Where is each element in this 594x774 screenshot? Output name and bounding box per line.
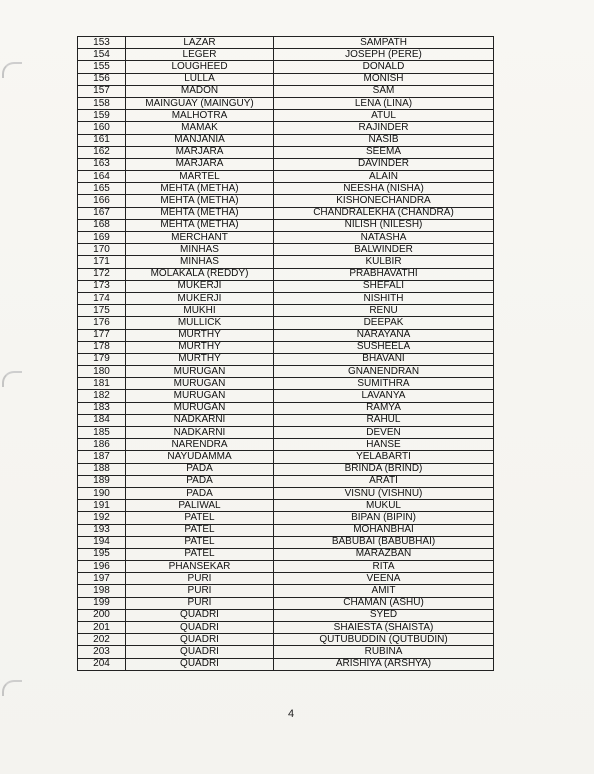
table-row [78,609,494,621]
hole-punch-mark [2,371,22,387]
table-row [78,366,494,378]
given-name-cell: RAMYA [274,402,494,414]
table-row [78,134,494,146]
hole-punch-mark [2,680,22,696]
surname-cell: MURUGAN [126,390,274,402]
surname-cell: MARJARA [126,158,274,170]
surname-cell: PADA [126,475,274,487]
given-name-cell: CHAMAN (ASHU) [274,597,494,609]
surname-cell: MAMAK [126,122,274,134]
table-row [78,475,494,487]
surname-cell: LULLA [126,73,274,85]
given-name-cell: GNANENDRAN [274,366,494,378]
table-row [78,122,494,134]
row-number-cell: 182 [78,390,126,402]
surname-cell: MAINGUAY (MAINGUY) [126,97,274,109]
names-table [77,36,494,671]
given-name-cell: SAMPATH [274,37,494,49]
row-number-cell: 185 [78,427,126,439]
table-row [78,146,494,158]
row-number-cell: 193 [78,524,126,536]
table-row [78,244,494,256]
given-name-cell: BRINDA (BRIND) [274,463,494,475]
given-name-cell: PRABHAVATHI [274,268,494,280]
table-row [78,536,494,548]
row-number-cell: 155 [78,61,126,73]
table-row [78,280,494,292]
surname-cell: LOUGHEED [126,61,274,73]
given-name-cell: MUKUL [274,500,494,512]
surname-cell: PATEL [126,536,274,548]
given-name-cell: SHAIESTA (SHAISTA) [274,622,494,634]
surname-cell: MURTHY [126,341,274,353]
table-row [78,268,494,280]
row-number-cell: 201 [78,622,126,634]
given-name-cell: BALWINDER [274,244,494,256]
given-name-cell: RAJINDER [274,122,494,134]
surname-cell: MULLICK [126,317,274,329]
surname-cell: PATEL [126,548,274,560]
row-number-cell: 167 [78,207,126,219]
given-name-cell: ARISHIYA (ARSHYA) [274,658,494,670]
table-row [78,439,494,451]
row-number-cell: 199 [78,597,126,609]
given-name-cell: LENA (LINA) [274,97,494,109]
page-number: 4 [288,708,295,720]
given-name-cell: ALAIN [274,171,494,183]
row-number-cell: 169 [78,232,126,244]
given-name-cell: RUBINA [274,646,494,658]
given-name-cell: JOSEPH (PERE) [274,49,494,61]
surname-cell: MURUGAN [126,402,274,414]
given-name-cell: AMIT [274,585,494,597]
surname-cell: MURUGAN [126,378,274,390]
table-row [78,500,494,512]
row-number-cell: 204 [78,658,126,670]
surname-cell: NAYUDAMMA [126,451,274,463]
given-name-cell: CHANDRALEKHA (CHANDRA) [274,207,494,219]
surname-cell: NADKARNI [126,427,274,439]
given-name-cell: BIPAN (BIPIN) [274,512,494,524]
row-number-cell: 197 [78,573,126,585]
surname-cell: MERCHANT [126,232,274,244]
row-number-cell: 187 [78,451,126,463]
table-row [78,622,494,634]
given-name-cell: BABUBAI (BABUBHAI) [274,536,494,548]
row-number-cell: 188 [78,463,126,475]
row-number-cell: 196 [78,561,126,573]
surname-cell: QUADRI [126,634,274,646]
surname-cell: MURTHY [126,353,274,365]
table-row [78,329,494,341]
given-name-cell: SAM [274,85,494,97]
surname-cell: PADA [126,487,274,499]
row-number-cell: 174 [78,292,126,304]
given-name-cell: QUTUBUDDIN (QUTBUDIN) [274,634,494,646]
surname-cell: MINHAS [126,256,274,268]
surname-cell: NARENDRA [126,439,274,451]
table-row [78,634,494,646]
table-row [78,548,494,560]
table-row [78,658,494,670]
surname-cell: PURI [126,573,274,585]
surname-cell: QUADRI [126,658,274,670]
surname-cell: QUADRI [126,622,274,634]
table-row [78,451,494,463]
given-name-cell: MOHANBHAI [274,524,494,536]
row-number-cell: 194 [78,536,126,548]
row-number-cell: 164 [78,171,126,183]
table-row [78,305,494,317]
table-row [78,341,494,353]
given-name-cell: ATUL [274,110,494,122]
table-row [78,37,494,49]
given-name-cell: RITA [274,561,494,573]
table-row [78,353,494,365]
row-number-cell: 165 [78,183,126,195]
surname-cell: MEHTA (METHA) [126,183,274,195]
given-name-cell: DAVINDER [274,158,494,170]
row-number-cell: 198 [78,585,126,597]
row-number-cell: 170 [78,244,126,256]
table-row [78,49,494,61]
surname-cell: QUADRI [126,609,274,621]
surname-cell: PHANSEKAR [126,561,274,573]
given-name-cell: RAHUL [274,414,494,426]
surname-cell: NADKARNI [126,414,274,426]
table-row [78,573,494,585]
table-row [78,390,494,402]
row-number-cell: 190 [78,487,126,499]
table-row [78,183,494,195]
row-number-cell: 189 [78,475,126,487]
table-row [78,414,494,426]
surname-cell: MALHOTRA [126,110,274,122]
surname-cell: MEHTA (METHA) [126,195,274,207]
table-row [78,207,494,219]
given-name-cell: NISHITH [274,292,494,304]
row-number-cell: 157 [78,85,126,97]
table-row [78,378,494,390]
surname-cell: MURTHY [126,329,274,341]
surname-cell: MADON [126,85,274,97]
given-name-cell: SUMITHRA [274,378,494,390]
table-row [78,317,494,329]
row-number-cell: 186 [78,439,126,451]
table-row [78,597,494,609]
names-table-body [78,37,494,671]
table-row [78,463,494,475]
given-name-cell: NILISH (NILESH) [274,219,494,231]
surname-cell: MEHTA (METHA) [126,207,274,219]
surname-cell: LEGER [126,49,274,61]
surname-cell: PADA [126,463,274,475]
surname-cell: MOLAKALA (REDDY) [126,268,274,280]
row-number-cell: 203 [78,646,126,658]
given-name-cell: KULBIR [274,256,494,268]
row-number-cell: 192 [78,512,126,524]
surname-cell: PURI [126,597,274,609]
surname-cell: PATEL [126,512,274,524]
given-name-cell: LAVANYA [274,390,494,402]
row-number-cell: 191 [78,500,126,512]
row-number-cell: 158 [78,97,126,109]
row-number-cell: 176 [78,317,126,329]
table-row [78,524,494,536]
table-row [78,646,494,658]
table-row [78,561,494,573]
row-number-cell: 177 [78,329,126,341]
row-number-cell: 156 [78,73,126,85]
given-name-cell: RENU [274,305,494,317]
surname-cell: MUKERJI [126,280,274,292]
given-name-cell: NASIB [274,134,494,146]
table-row [78,427,494,439]
table-row [78,256,494,268]
table-row [78,487,494,499]
given-name-cell: MARAZBAN [274,548,494,560]
given-name-cell: NEESHA (NISHA) [274,183,494,195]
row-number-cell: 160 [78,122,126,134]
given-name-cell: MONISH [274,73,494,85]
row-number-cell: 184 [78,414,126,426]
given-name-cell: SEEMA [274,146,494,158]
given-name-cell: SHEFALI [274,280,494,292]
table-row [78,171,494,183]
surname-cell: QUADRI [126,646,274,658]
surname-cell: MURUGAN [126,366,274,378]
row-number-cell: 180 [78,366,126,378]
given-name-cell: KISHONECHANDRA [274,195,494,207]
table-row [78,232,494,244]
row-number-cell: 166 [78,195,126,207]
row-number-cell: 178 [78,341,126,353]
surname-cell: MARTEL [126,171,274,183]
given-name-cell: VEENA [274,573,494,585]
surname-cell: MINHAS [126,244,274,256]
row-number-cell: 202 [78,634,126,646]
given-name-cell: SUSHEELA [274,341,494,353]
row-number-cell: 172 [78,268,126,280]
table-row [78,512,494,524]
table-row [78,195,494,207]
surname-cell: MUKERJI [126,292,274,304]
surname-cell: MARJARA [126,146,274,158]
hole-punch-mark [2,62,22,78]
row-number-cell: 159 [78,110,126,122]
row-number-cell: 162 [78,146,126,158]
surname-cell: MUKHI [126,305,274,317]
given-name-cell: HANSE [274,439,494,451]
surname-cell: PATEL [126,524,274,536]
given-name-cell: DEVEN [274,427,494,439]
surname-cell: PURI [126,585,274,597]
surname-cell: MANJANIA [126,134,274,146]
given-name-cell: ARATI [274,475,494,487]
table-row [78,73,494,85]
row-number-cell: 181 [78,378,126,390]
given-name-cell: NARAYANA [274,329,494,341]
given-name-cell: VISNU (VISHNU) [274,487,494,499]
row-number-cell: 195 [78,548,126,560]
table-row [78,61,494,73]
surname-cell: LAZAR [126,37,274,49]
surname-cell: PALIWAL [126,500,274,512]
table-row [78,292,494,304]
row-number-cell: 154 [78,49,126,61]
table-row [78,402,494,414]
row-number-cell: 179 [78,353,126,365]
row-number-cell: 153 [78,37,126,49]
table-row [78,219,494,231]
table-row [78,97,494,109]
table-row [78,85,494,97]
row-number-cell: 161 [78,134,126,146]
row-number-cell: 183 [78,402,126,414]
row-number-cell: 173 [78,280,126,292]
surname-cell: MEHTA (METHA) [126,219,274,231]
given-name-cell: YELABARTI [274,451,494,463]
row-number-cell: 168 [78,219,126,231]
given-name-cell: DEEPAK [274,317,494,329]
row-number-cell: 175 [78,305,126,317]
row-number-cell: 171 [78,256,126,268]
table-row [78,585,494,597]
given-name-cell: BHAVANI [274,353,494,365]
row-number-cell: 200 [78,609,126,621]
given-name-cell: DONALD [274,61,494,73]
table-row [78,110,494,122]
table-row [78,158,494,170]
row-number-cell: 163 [78,158,126,170]
given-name-cell: SYED [274,609,494,621]
given-name-cell: NATASHA [274,232,494,244]
